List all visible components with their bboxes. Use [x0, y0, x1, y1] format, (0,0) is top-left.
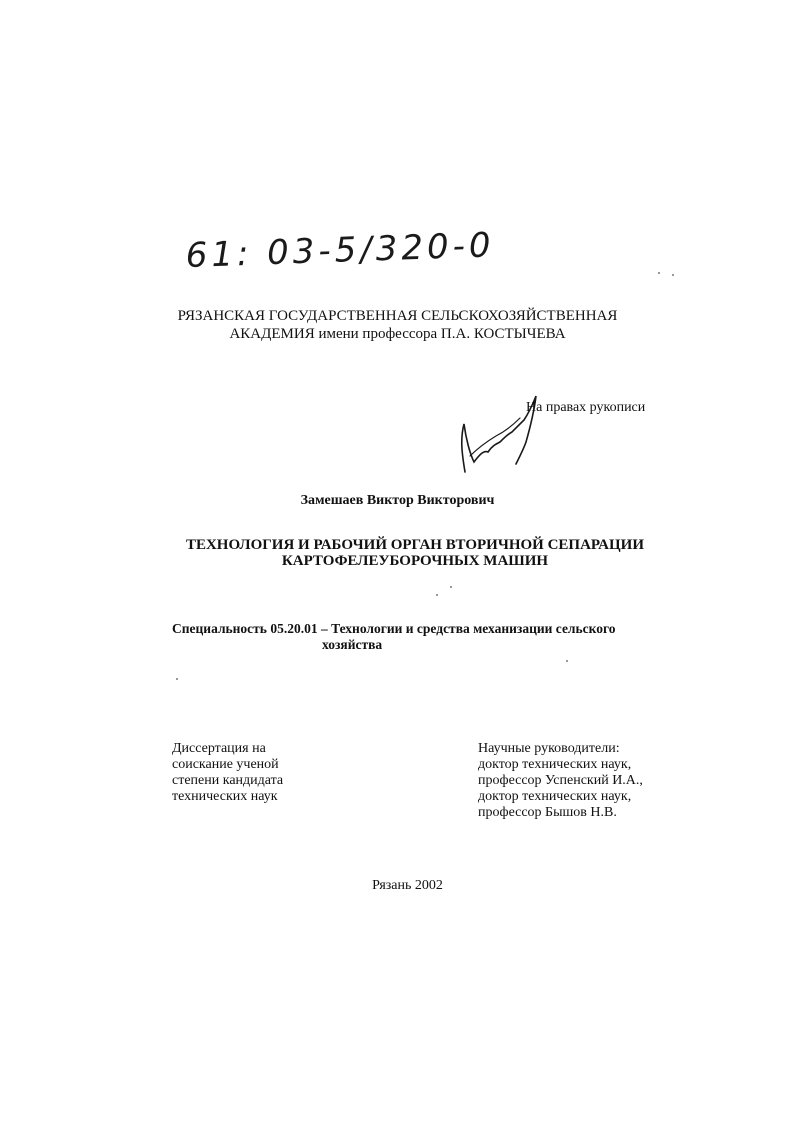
institution-line-2: АКАДЕМИЯ имени профессора П.А. КОСТЫЧЕВА: [229, 326, 566, 342]
scan-speck: [436, 594, 438, 596]
handwritten-catalog-code: 61: 03-5/320-0: [185, 225, 496, 276]
specialty: [172, 621, 632, 653]
dissertation-line: технических наук: [172, 789, 278, 804]
institution-name: [0, 307, 795, 343]
advisors-line: профессор Успенский И.А.,: [478, 773, 643, 788]
advisors-line: Научные руководители:: [478, 741, 620, 756]
scientific-advisors: [478, 741, 718, 821]
scan-speck: [450, 586, 452, 588]
advisors-line: доктор технических наук,: [478, 789, 632, 804]
scan-speck: [658, 272, 660, 274]
dissertation-line: степени кандидата: [172, 773, 284, 788]
scan-speck: [566, 660, 568, 662]
institution-line-1: РЯЗАНСКАЯ ГОСУДАРСТВЕННАЯ СЕЛЬСКОХОЗЯЙСТВЕННАЯ: [177, 308, 618, 324]
rights-notice: На правах рукописи: [526, 400, 646, 415]
dissertation-info: [172, 741, 372, 805]
author-name: Замешаев Виктор Викторович: [300, 493, 495, 508]
scan-speck: [176, 678, 178, 680]
title-line-1: ТЕХНОЛОГИЯ И РАБОЧИЙ ОРГАН ВТОРИЧНОЙ СЕПАРАЦИИ: [185, 537, 645, 553]
dissertation-line: соискание ученой: [172, 757, 279, 772]
scan-speck: [672, 274, 674, 276]
dissertation-line: Диссертация на: [172, 741, 266, 756]
advisors-line: профессор Бышов Н.В.: [478, 805, 617, 820]
title-line-2: КАРТОФЕЛЕУБОРОЧНЫХ МАШИН: [281, 553, 549, 569]
place-and-year: Рязань 2002: [372, 878, 443, 893]
specialty-line-2: хозяйства: [322, 637, 383, 652]
specialty-line-1: Специальность 05.20.01 – Технологии и средства механизации сельского: [172, 621, 616, 636]
handwritten-signature: [440, 384, 560, 484]
advisors-line: доктор технических наук,: [478, 757, 632, 772]
dissertation-title: [0, 537, 795, 569]
